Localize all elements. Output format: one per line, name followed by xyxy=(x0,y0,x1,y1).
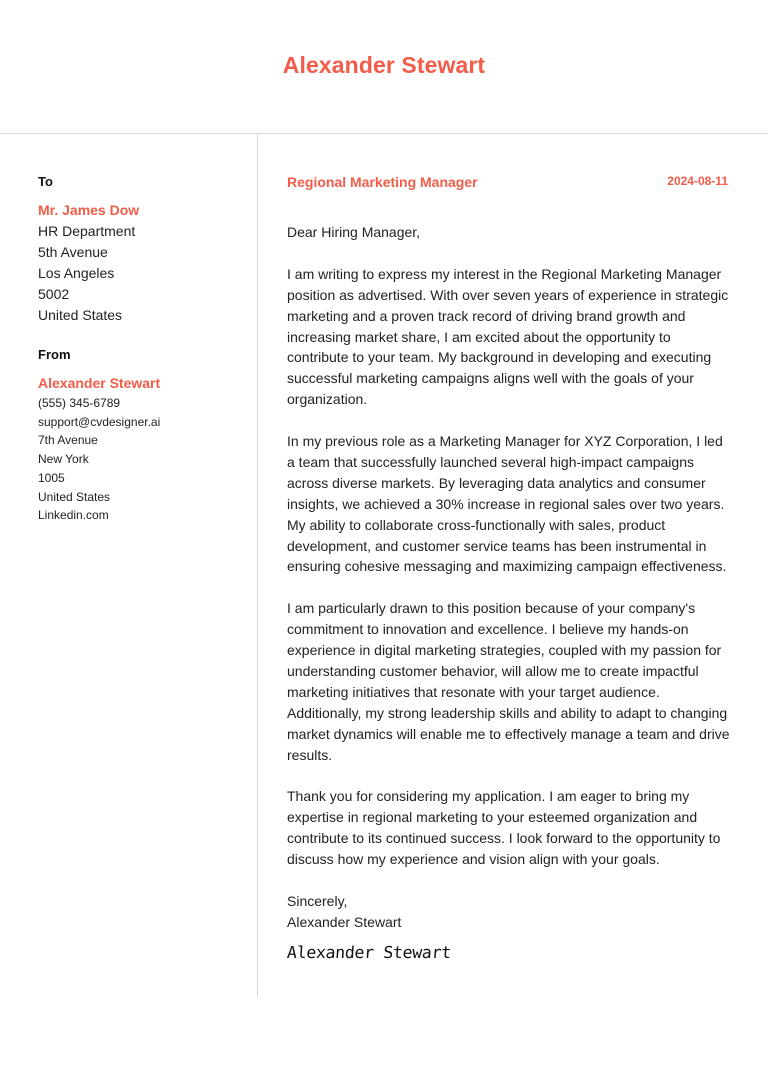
sender-zip: 1005 xyxy=(38,470,65,485)
recipient-country: United States xyxy=(38,307,123,323)
recipient-name: Mr. James Dow xyxy=(38,202,140,218)
letter-body xyxy=(287,222,731,964)
sender-name: Alexander Stewart xyxy=(38,375,161,391)
signature: Alexander Stewart xyxy=(286,942,452,962)
job-title: Regional Marketing Manager xyxy=(287,174,478,190)
recipient-address xyxy=(38,221,135,326)
sender-linkedin: Linkedin.com xyxy=(38,508,109,523)
sender-phone: (555) 345-6789 xyxy=(38,396,121,410)
closing: Sincerely, xyxy=(287,892,348,909)
recipient-department: HR Department xyxy=(38,223,136,239)
closing-name: Alexander Stewart xyxy=(287,913,402,930)
paragraph: I am particularly drawn to this position because of your company's commitment to innovation and excellence. I believe my hands-on experience in digital marketing strategies, coupled with my passion for understanding customer behavior, will allow me to create impactful marketing initiatives that resonate with your target audience. Additionally, my strong leadership skills and ability to adapt to changing market dynamics will enable me to effectively manage a team and drive results. xyxy=(287,600,730,763)
sender-city: New York xyxy=(38,452,89,467)
to-label: To xyxy=(38,174,53,189)
sender-country: United States xyxy=(38,489,111,504)
from-label: From xyxy=(38,347,71,362)
recipient-city: Los Angeles xyxy=(38,265,115,281)
sender-street: 7th Avenue xyxy=(38,433,98,448)
recipient-street: 5th Avenue xyxy=(38,244,108,260)
sender-email: support@cvdesigner.ai xyxy=(38,414,161,429)
paragraph: I am writing to express my interest in the Regional Marketing Manager position as advertised. With over seven years of experience in strategic marketing and a proven track record of driving brand growth and increasing market share, I am excited about the opportunity to contribute to your team. My background in developing and executing successful marketing campaigns aligns well with the goals of your organization. xyxy=(287,265,729,408)
recipient-zip: 5002 xyxy=(38,286,70,302)
header-name: Alexander Stewart xyxy=(282,52,486,78)
letter-header xyxy=(0,0,768,134)
sender-contact xyxy=(38,394,160,525)
column-divider xyxy=(257,134,258,997)
paragraph: In my previous role as a Marketing Manager for XYZ Corporation, I led a team that successfully launched several high-impact campaigns across diverse markets. By leveraging data analytics and consumer insights, we achieved a 30% increase in regional sales over two years. My ability to collaborate cross-functionally with sales, product development, and customer service teams has been instrumental in ensuring cohesive messaging and maximizing campaign effectiveness. xyxy=(287,433,727,575)
salutation: Dear Hiring Manager, xyxy=(287,224,421,240)
closing-block xyxy=(287,891,731,933)
letter-date: 2024-08-11 xyxy=(667,174,728,188)
paragraph: Thank you for considering my application. I am eager to bring my expertise in regional marketing to your esteemed organization and contribute to its continued success. I look forward to the opportunity to discuss how my experience and vision align with your goals. xyxy=(287,788,721,868)
